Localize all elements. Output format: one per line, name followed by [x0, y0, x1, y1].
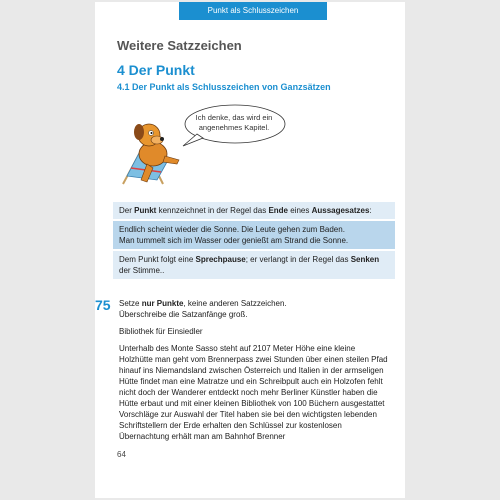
exercise-instruction-1: Setze nur Punkte, keine anderen Satzzeichen.: [119, 299, 287, 308]
rule-box: [113, 202, 395, 281]
rule-line-1: Der Punkt kennzeichnet in der Regel das Ende eines Aussagesatzes:: [113, 202, 395, 219]
rule-example-1: Endlich scheint wieder die Sonne. Die Leute gehen zum Baden.: [119, 225, 345, 234]
rule-examples: [113, 221, 395, 249]
page-number: 64: [117, 450, 126, 459]
exercise-number: 75: [95, 297, 111, 313]
rule-example-2: Man tummelt sich im Wasser oder genießt am Strand die Sonne.: [119, 236, 349, 245]
speech-bubble-text: Ich denke, das wird ein angenehmes Kapitel.: [195, 113, 273, 132]
rule-line-2: Dem Punkt folgt eine Sprechpause; er verlangt in der Regel das Senken der Stimme..: [113, 251, 395, 279]
section-title: Weitere Satzzeichen: [117, 38, 242, 53]
header-tab: Punkt als Schlusszeichen: [179, 2, 327, 20]
exercise-text: Unterhalb des Monte Sasso steht auf 2107 Meter Höhe eine kleine Holzhütte man geht vom Brennerpass zwei Stunden über einen steilen Pfad hinauf ins Niemandsland zwischen Österreich und Italien in der armseligen Hütte findet man eine Matratze und ein Schreibpult auch ein Holzofen fehlt nicht doch der Wanderer entdeckt noch mehr Berliner Künstler haben die Hütte erbaut und mit einer kleinen Bibliothek von 100 Büchern ausgestattet Vorschläge zur Auswahl der Titel haben sie bei den wichtigsten lebenden Schriftstellern der Erde erhalten den Schlüssel zur kostenlosen Übernachtung erhält man am Bahnhof Brenner: [119, 344, 388, 441]
chapter-heading: 4 Der Punkt: [117, 62, 195, 78]
exercise-title: Bibliothek für Einsiedler: [119, 327, 203, 336]
exercise-instruction-2: Überschreibe die Satzanfänge groß.: [119, 310, 248, 319]
exercise-body: [119, 298, 389, 448]
book-page: [95, 2, 405, 498]
exercise-instruction: [119, 298, 389, 320]
subchapter-heading: 4.1 Der Punkt als Schlusszeichen von Ganzsätzen: [117, 82, 331, 92]
